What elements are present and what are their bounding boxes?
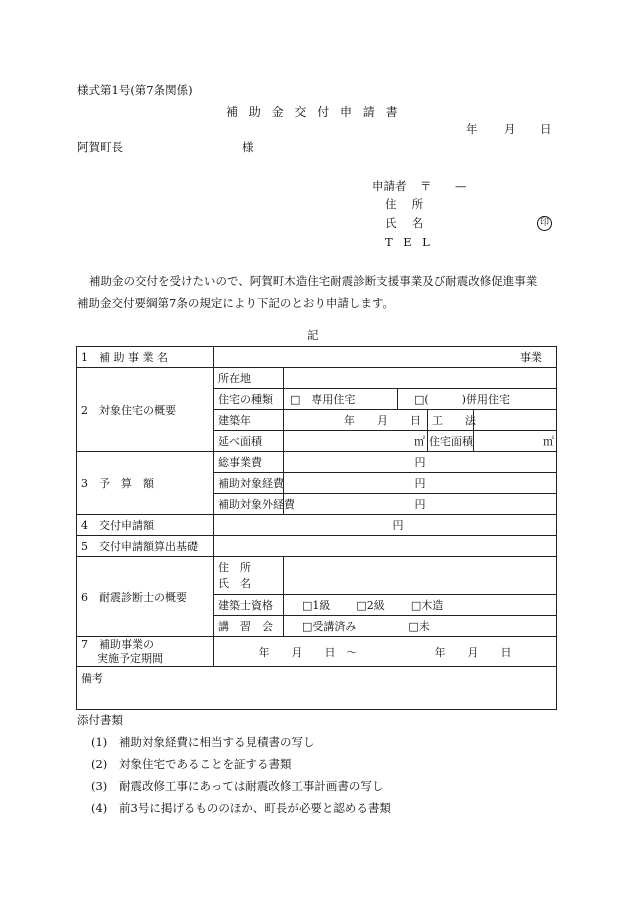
addressee: 阿賀町長: [77, 140, 123, 154]
floor-area-field[interactable]: ㎡: [284, 431, 428, 452]
attachment-text: 対象住宅であることを証する書類: [119, 757, 292, 771]
row4-label: 4 交付申請額: [77, 515, 214, 536]
construction-method-label: 工 法: [428, 410, 474, 431]
training-option-completed[interactable]: □受講済み: [302, 620, 357, 633]
date-month: 月: [504, 122, 516, 136]
training-options[interactable]: [284, 616, 557, 637]
architect-qualification-options[interactable]: [284, 595, 557, 616]
attachments-list: [77, 709, 391, 819]
built-year-field[interactable]: 年 月 日: [284, 410, 428, 431]
row7-label-line2: 実施予定期間: [97, 651, 163, 665]
table-row: [77, 347, 557, 368]
row2-label: 2 対象住宅の概要: [77, 368, 214, 452]
date-year: 年: [466, 122, 478, 136]
ineligible-cost-label: 補助対象外経費: [214, 494, 284, 515]
row7-label: [77, 637, 214, 667]
table-row: [77, 637, 557, 667]
body-line-1: 補助金の交付を受けたいので、阿賀町木造住宅耐震診断支援事業及び耐震改修促進事業: [89, 274, 538, 288]
date-day: 日: [540, 122, 552, 136]
page-title: 補助金交付申請書: [226, 105, 409, 119]
inspector-address-label: 住 所: [218, 560, 251, 574]
honorific: 様: [242, 140, 254, 154]
attachment-text: 補助対象経費に相当する見積書の写し: [119, 735, 315, 749]
remarks-label: 備考: [81, 672, 103, 685]
table-row: [77, 452, 557, 473]
built-year-label: 建築年: [214, 410, 284, 431]
tel-label: T E L: [385, 235, 434, 249]
inspector-address-name-field[interactable]: [284, 557, 557, 595]
project-name-field[interactable]: 事業: [214, 347, 557, 368]
house-type-label: 住宅の種類: [214, 389, 284, 410]
ineligible-cost-field[interactable]: 円: [284, 494, 557, 515]
row5-label: 5 交付申請額算出基礎: [77, 536, 214, 557]
qualification-option-2nd[interactable]: □2級: [356, 599, 385, 612]
attachment-number: (3): [91, 779, 108, 793]
table-row: [77, 557, 557, 595]
attachment-number: (4): [91, 801, 108, 815]
body-line-2: 補助金交付要綱第7条の規定により下記のとおり申請します。: [77, 296, 394, 310]
total-cost-field[interactable]: 円: [284, 452, 557, 473]
postal-dash: —: [455, 179, 467, 193]
table-row: [77, 515, 557, 536]
address-label: 住 所: [385, 197, 429, 211]
postal-mark: 〒: [420, 179, 432, 193]
row3-label: 3 予 算 額: [77, 452, 214, 515]
construction-method-field[interactable]: [474, 410, 557, 431]
implementation-period-field[interactable]: 年 月 日 ～ 年 月 日: [214, 637, 557, 667]
inspector-address-name-label: [214, 557, 284, 595]
list-item: [77, 797, 391, 819]
list-item: [77, 775, 391, 797]
ki-marker: 記: [307, 328, 319, 342]
training-label: 講 習 会: [214, 616, 284, 637]
architect-qualification-label: 建築士資格: [214, 595, 284, 616]
eligible-cost-label: 補助対象経費: [214, 473, 284, 494]
attachments-heading: 添付書類: [77, 713, 123, 727]
floor-area-label: 延べ面積: [214, 431, 284, 452]
qualification-option-1st[interactable]: □1級: [302, 599, 331, 612]
row6-label: 6 耐震診断士の概要: [77, 557, 214, 637]
row7-label-line1: 7 補助事業の: [81, 637, 154, 651]
application-table: [76, 346, 557, 710]
attachment-text: 前3号に掲げるもののほか、町長が必要と認める書類: [119, 801, 391, 815]
inspector-name-label: 氏 名: [218, 576, 251, 590]
location-field[interactable]: [284, 368, 557, 389]
list-item: [77, 731, 391, 753]
table-row: [77, 368, 557, 389]
eligible-cost-field[interactable]: 円: [284, 473, 557, 494]
row1-label: 1 補 助 事 業 名: [77, 347, 214, 368]
form-number: 様式第1号(第7条関係): [77, 83, 193, 97]
attachment-number: (1): [91, 735, 108, 749]
attachment-text: 耐震改修工事にあっては耐震改修工事計画書の写し: [119, 779, 384, 793]
house-type-option-dedicated[interactable]: □ 専用住宅: [284, 389, 398, 410]
training-option-not-completed[interactable]: □未: [408, 620, 430, 633]
list-item: [77, 753, 391, 775]
attachment-number: (2): [91, 757, 108, 771]
applicant-label: 申請者: [372, 179, 407, 193]
house-area-field[interactable]: ㎡: [474, 431, 557, 452]
location-label: 所在地: [214, 368, 284, 389]
grant-basis-field[interactable]: [214, 536, 557, 557]
table-row: [77, 667, 557, 710]
name-label: 氏 名: [385, 216, 429, 230]
qualification-option-wood[interactable]: □木造: [410, 599, 444, 612]
table-row: [77, 536, 557, 557]
total-cost-label: 総事業費: [214, 452, 284, 473]
remarks-field[interactable]: [77, 667, 557, 710]
house-area-label: 住宅面積: [428, 431, 474, 452]
grant-amount-field[interactable]: 円: [214, 515, 557, 536]
house-type-option-mixed[interactable]: □( )併用住宅: [398, 389, 557, 410]
seal-icon: 印: [537, 216, 552, 231]
